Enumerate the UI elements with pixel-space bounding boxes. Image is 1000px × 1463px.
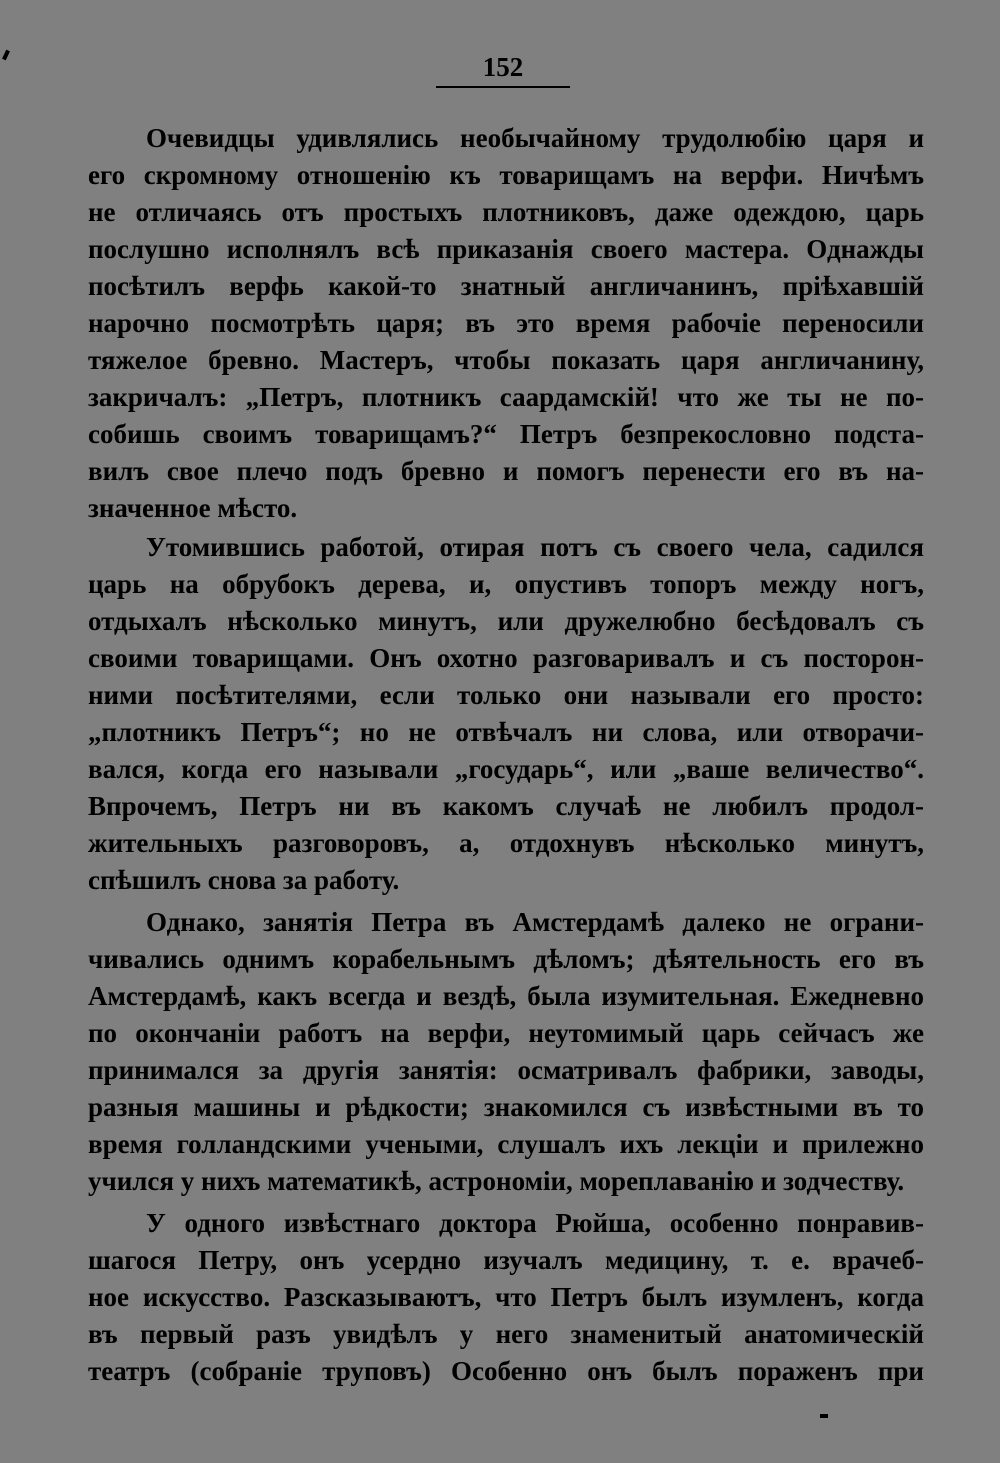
text-line: чивались однимъ корабельнымъ дѣломъ; дѣятельность его въ (88, 944, 924, 974)
text-line: въ первый разъ увидѣлъ у него знаменитый анатомическій (88, 1319, 924, 1349)
text-line: царь на обрубокъ дерева, и, опустивъ топоръ между ногъ, (88, 569, 924, 599)
print-speck (820, 1414, 828, 1418)
text-line: не отличаясь отъ простыхъ плотниковъ, даже одеждою, царь (88, 197, 924, 227)
text-line: значенное мѣсто. (88, 493, 298, 523)
text-line: Утомившись работой, отирая потъ съ своего чела, садился (146, 532, 924, 562)
text-line: тяжелое бревно. Мастеръ, чтобы показать царя англичанину, (88, 345, 924, 375)
text-line: Очевидцы удивлялись необычайному трудолюбію царя и (146, 123, 924, 153)
text-line: посѣтилъ верфь какой-то знатный англичанинъ, пріѣхавшій (88, 271, 924, 301)
text-line: спѣшилъ снова за работу. (88, 865, 400, 895)
text-line: вался, когда его называли „государь“, или „ваше величество“. (88, 754, 924, 784)
text-line: учился у нихъ математикѣ, астрономіи, мореплаванію и зодчеству. (88, 1166, 905, 1196)
text-line: У одного извѣстнаго доктора Рюйша, особенно понравив- (146, 1208, 924, 1238)
text-line: „плотникъ Петръ“; но не отвѣчалъ ни слова, или отворачи- (88, 717, 924, 747)
text-line: принимался за другія занятія: осматривалъ фабрики, заводы, (88, 1055, 924, 1085)
text-line: по окончаніи работъ на верфи, неутомимый царь сейчасъ же (88, 1018, 924, 1048)
page-number-rule (436, 86, 570, 88)
text-line: собишь своимъ товарищамъ?“ Петръ безпрекословно подста- (88, 419, 924, 449)
page-number: 152 (482, 52, 524, 82)
text-line: Амстердамѣ, какъ всегда и вездѣ, была изумительная. Ежедневно (88, 981, 924, 1011)
text-line: Однако, занятія Петра въ Амстердамѣ далеко не ограни- (146, 907, 924, 937)
text-line: разныя машины и рѣдкости; знакомился съ извѣстными въ то (88, 1092, 924, 1122)
text-line: ними посѣтителями, если только они называли его просто: (88, 680, 924, 710)
text-line: отдыхалъ нѣсколько минутъ, или дружелюбно бесѣдовалъ съ (88, 606, 924, 636)
text-line: послушно исполнялъ всѣ приказанія своего мастера. Однажды (88, 234, 924, 264)
text-line: закричалъ: „Петръ, плотникъ саардамскій! что же ты не по- (88, 382, 924, 412)
text-line: театръ (собраніе труповъ) Особенно онъ былъ пораженъ при (88, 1356, 924, 1386)
text-line: шагося Петру, онъ усердно изучалъ медицину, т. е. врачеб- (88, 1245, 924, 1275)
text-line: вилъ свое плечо подъ бревно и помогъ перенести его въ на- (88, 456, 924, 486)
text-line: ное искусство. Разсказываютъ, что Петръ былъ изумленъ, когда (88, 1282, 924, 1312)
print-speck (2, 50, 10, 61)
text-line: время голландскими учеными, слушалъ ихъ лекціи и прилежно (88, 1129, 924, 1159)
text-line: нарочно посмотрѣть царя; въ это время рабочіе переносили (88, 308, 924, 338)
text-line: Впрочемъ, Петръ ни въ какомъ случаѣ не любилъ продол- (88, 791, 924, 821)
text-line: его скромному отношенію къ товарищамъ на верфи. Ничѣмъ (88, 160, 924, 190)
text-line: своими товарищами. Онъ охотно разговаривалъ и съ посторон- (88, 643, 924, 673)
text-line: жительныхъ разговоровъ, а, отдохнувъ нѣсколько минутъ, (88, 828, 924, 858)
